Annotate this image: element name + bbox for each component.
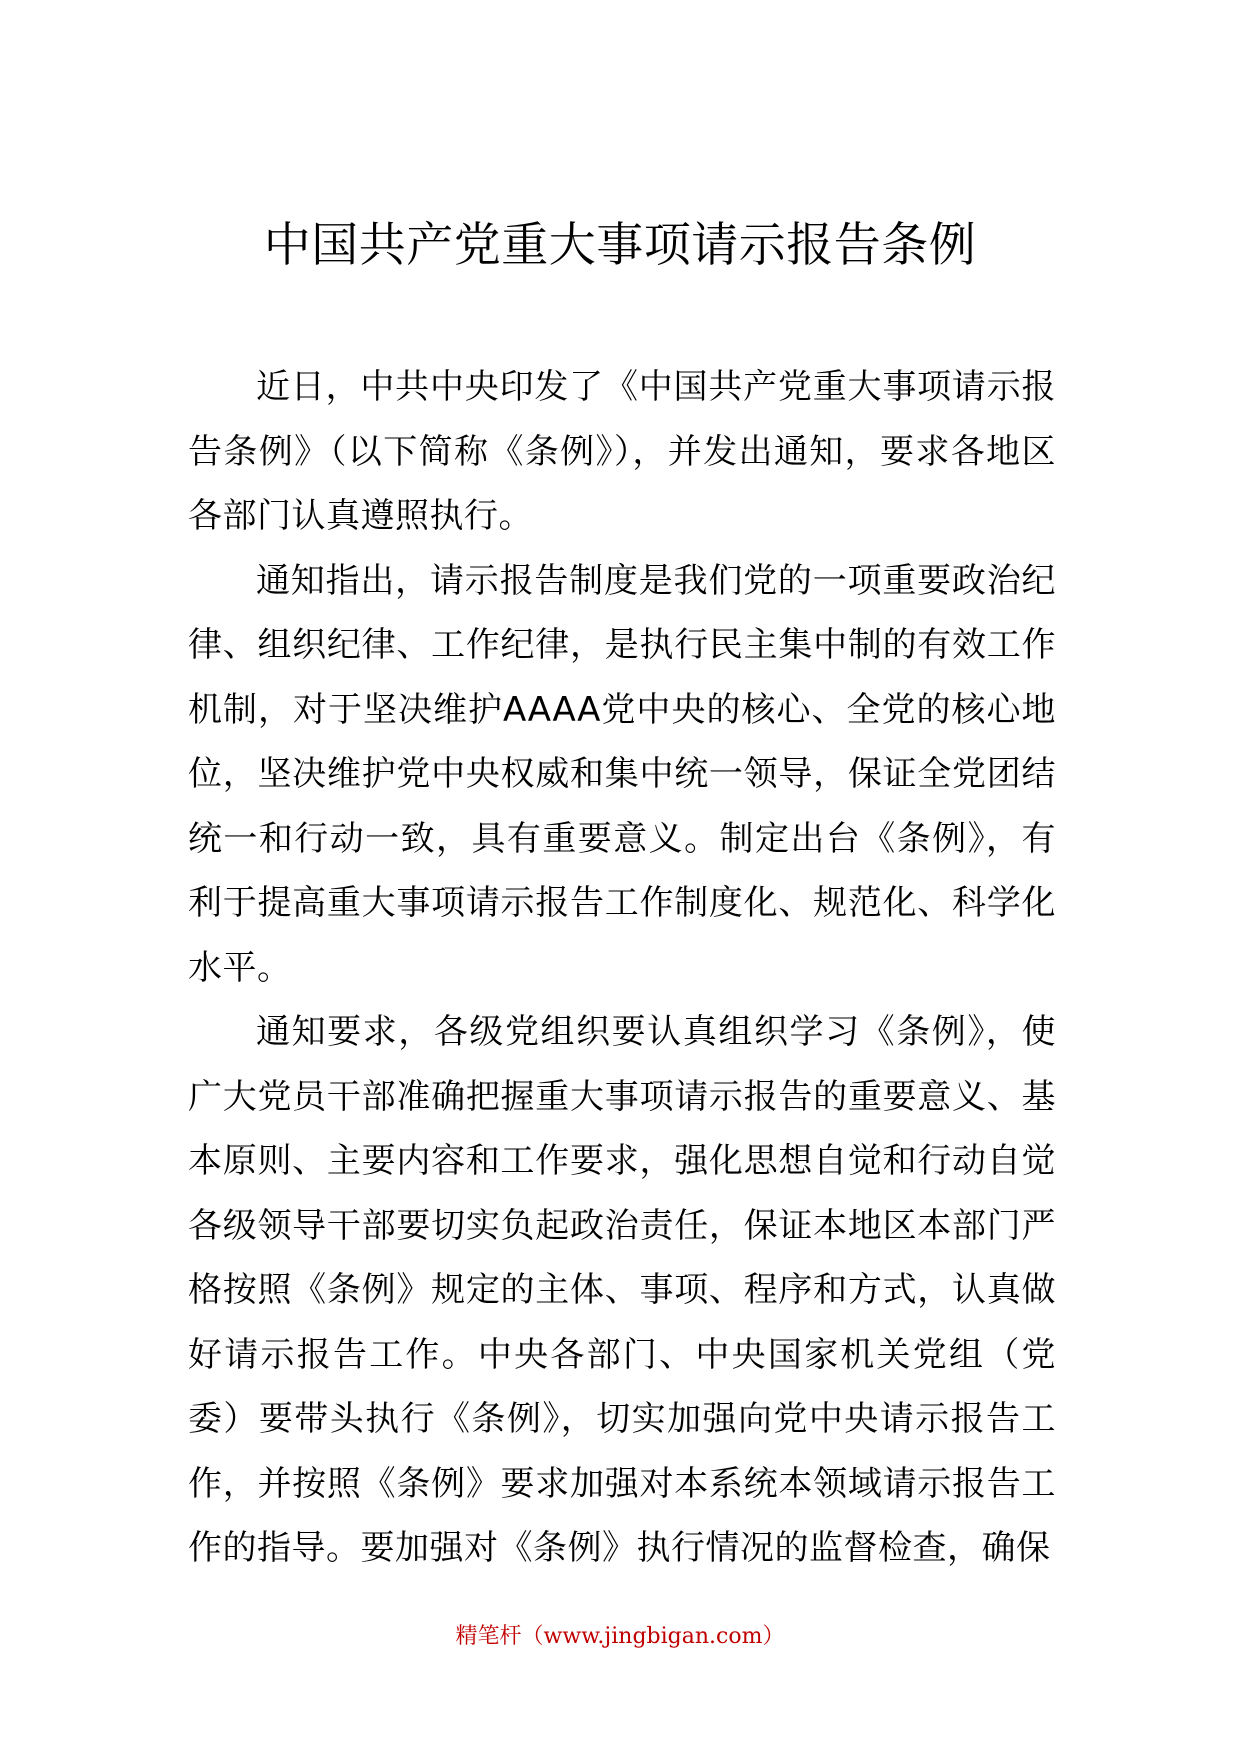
paragraph-1: 近日，中共中央印发了《中国共产党重大事项请示报告条例》（以下简称《条例》），并发出通知，要求各地区各部门认真遵照执行。 xyxy=(188,367,1056,536)
footer-watermark: 精笔杆（www.jingbigan.com） xyxy=(455,1624,785,1649)
paragraph-2: 通知指出，请示报告制度是我们党的一项重要政治纪律、组织纪律、工作纪律，是执行民主集中制的有效工作机制，对于坚决维护AAAA党中央的核心、全党的核心地位，坚决维护党中央权威和集中统一领导，保证全党团结统一和行动一致，具有重要意义。制定出台《条例》，有利于提高重大事项请示报告工作制度化、规范化、科学化水平。 xyxy=(188,560,1056,988)
document-body xyxy=(188,355,1056,1581)
page-title: 中国共产党重大事项请示报告条例 xyxy=(263,218,977,273)
paragraph-3: 通知要求，各级党组织要认真组织学习《条例》，使广大党员干部准确把握重大事项请示报告的重要意义、基本原则、主要内容和工作要求，强化思想自觉和行动自觉各级领导干部要切实负起政治责任，保证本地区本部门严格按照《条例》规定的主体、事项、程序和方式，认真做好请示报告工作。中央各部门、中央国家机关党组（党委）要带头执行《条例》，切实加强向党中央请示报告工作，并按照《条例》要求加强对本系统本领域请示报告工作的指导。要加强对《条例》执行情况的监督检查，确保 xyxy=(188,1012,1056,1568)
